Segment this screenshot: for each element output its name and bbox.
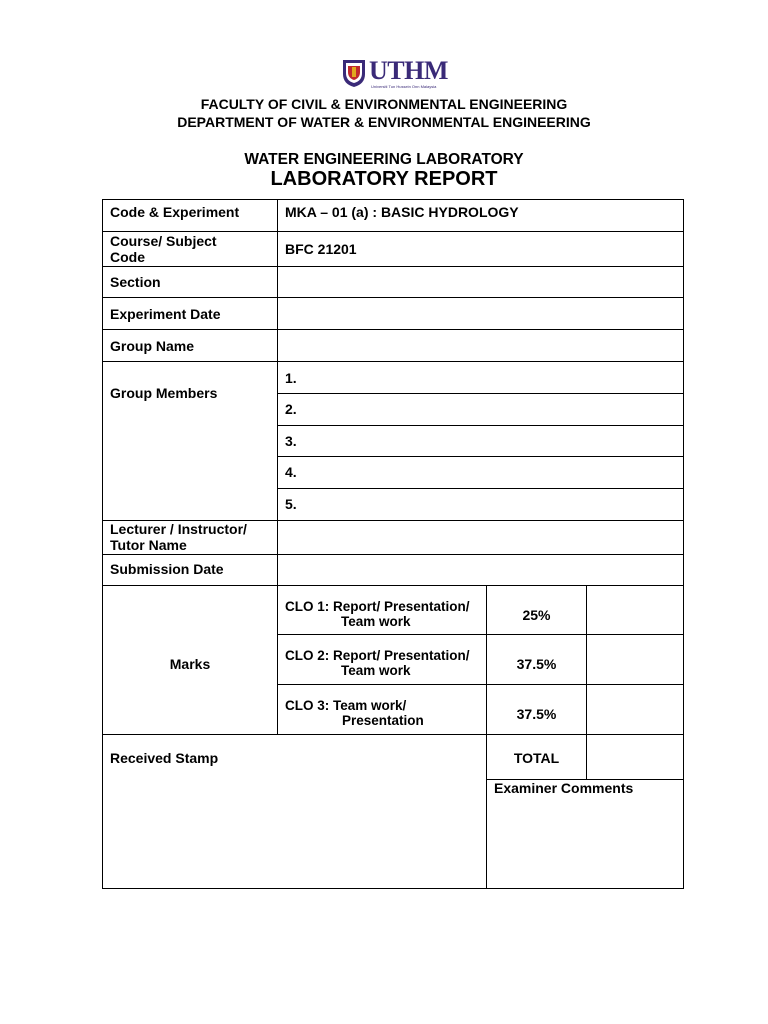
course-label-cell xyxy=(102,231,278,267)
group-value-cell[interactable] xyxy=(277,329,684,362)
total-label: TOTAL xyxy=(513,750,560,766)
examiner-comments-label: Examiner Comments xyxy=(494,780,634,796)
course-label-line1: Course/ Subject xyxy=(110,233,217,249)
clo-1-cell xyxy=(277,585,487,635)
clo-3-score-cell[interactable] xyxy=(586,684,684,735)
course-value: BFC 21201 xyxy=(285,241,357,257)
code-value: MKA – 01 (a) : BASIC HYDROLOGY xyxy=(285,204,519,220)
marks-label-cell xyxy=(102,585,278,735)
clo-3-cell xyxy=(277,684,487,735)
clo-3-line1: CLO 3: Team work/ xyxy=(285,698,407,713)
crest-icon xyxy=(341,58,367,88)
clo-3-weight-cell xyxy=(486,684,587,735)
clo-2-weight: 37.5% xyxy=(516,656,557,672)
code-label: Code & Experiment xyxy=(110,204,240,220)
lab-heading: WATER ENGINEERING LABORATORY xyxy=(244,151,524,168)
course-value-cell[interactable] xyxy=(277,231,684,267)
member-1-cell[interactable] xyxy=(277,361,684,394)
member-1-number: 1. xyxy=(285,370,297,386)
date-label-cell xyxy=(102,297,278,330)
clo-2-weight-cell xyxy=(486,634,587,685)
group-label: Group Name xyxy=(110,338,195,354)
clo-2-cell xyxy=(277,634,487,685)
lecturer-label-line1: Lecturer / Instructor/ xyxy=(110,521,247,537)
member-3-number: 3. xyxy=(285,433,297,449)
member-4-cell[interactable] xyxy=(277,456,684,489)
member-3-cell[interactable] xyxy=(277,425,684,457)
clo-1-line1: CLO 1: Report/ Presentation/ xyxy=(285,599,470,614)
clo-1-weight-cell xyxy=(486,585,587,635)
submission-value-cell[interactable] xyxy=(277,554,684,586)
total-value-cell[interactable] xyxy=(586,734,684,780)
member-5-cell[interactable] xyxy=(277,488,684,521)
section-label-cell xyxy=(102,266,278,298)
logo-wordmark: UTHM xyxy=(369,56,448,85)
member-5-number: 5. xyxy=(285,496,297,512)
faculty-heading: FACULTY OF CIVIL & ENVIRONMENTAL ENGINEERING xyxy=(200,96,568,112)
clo-1-line2: Team work xyxy=(341,614,411,629)
lecturer-label-cell xyxy=(102,520,278,555)
member-2-number: 2. xyxy=(285,401,297,417)
clo-2-score-cell[interactable] xyxy=(586,634,684,685)
date-label: Experiment Date xyxy=(110,306,221,322)
members-label: Group Members xyxy=(110,385,218,401)
department-heading: DEPARTMENT OF WATER & ENVIRONMENTAL ENGINEERING xyxy=(177,114,591,130)
total-label-cell xyxy=(486,734,587,780)
code-value-cell[interactable] xyxy=(277,199,684,232)
members-label-cell xyxy=(102,361,278,521)
section-value-cell[interactable] xyxy=(277,266,684,298)
member-2-cell[interactable] xyxy=(277,393,684,426)
clo-2-line1: CLO 2: Report/ Presentation/ xyxy=(285,648,470,663)
course-label-line2: Code xyxy=(110,249,145,265)
member-4-number: 4. xyxy=(285,464,297,480)
clo-3-weight: 37.5% xyxy=(516,706,557,722)
clo-3-line2: Presentation xyxy=(342,713,424,728)
date-value-cell[interactable] xyxy=(277,297,684,330)
group-label-cell xyxy=(102,329,278,362)
clo-1-score-cell[interactable] xyxy=(586,585,684,635)
lecturer-label-line2: Tutor Name xyxy=(110,537,187,553)
received-stamp-label: Received Stamp xyxy=(110,750,219,766)
code-label-cell xyxy=(102,199,278,232)
marks-label: Marks xyxy=(169,656,211,672)
received-stamp-cell[interactable] xyxy=(102,734,487,889)
logo-tagline: Universiti Tun Hussein Onn Malaysia xyxy=(371,84,437,89)
section-label: Section xyxy=(110,274,161,290)
examiner-comments-cell[interactable] xyxy=(486,779,684,889)
clo-2-line2: Team work xyxy=(341,663,411,678)
submission-label: Submission Date xyxy=(110,561,224,577)
uthm-logo xyxy=(341,58,453,92)
clo-1-weight: 25% xyxy=(522,607,551,623)
report-title: LABORATORY REPORT xyxy=(270,168,498,190)
submission-label-cell xyxy=(102,554,278,586)
lecturer-value-cell[interactable] xyxy=(277,520,684,555)
